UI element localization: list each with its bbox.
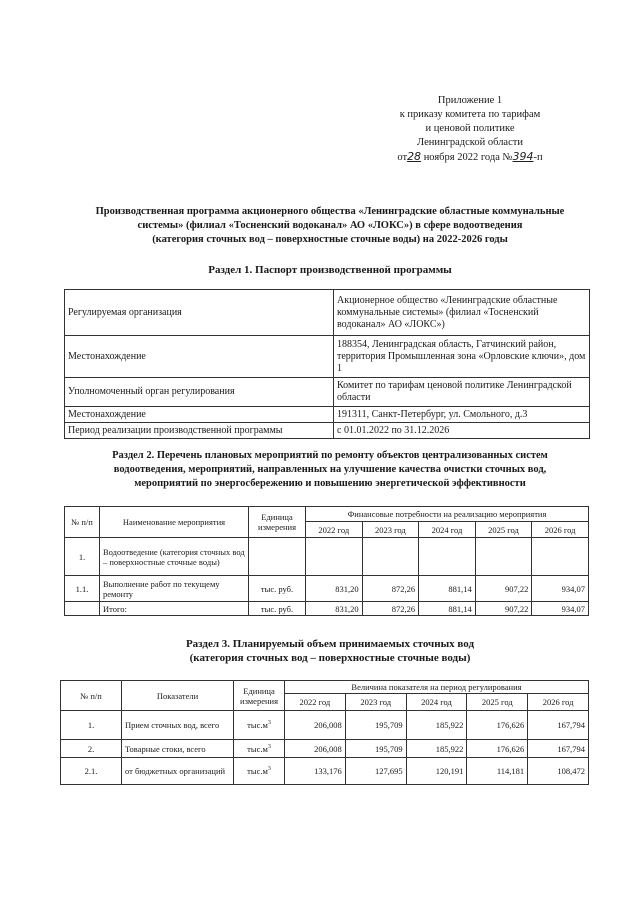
year-header: 2026 год [532,522,589,538]
section2-heading [60,449,600,491]
section2-heading-line2: водоотведения, мероприятий, направленных на улучшение качества очистки сточных вод, [113,464,547,475]
year-header: 2022 год [306,522,363,538]
annex-line4: Ленинградской области [417,137,523,148]
row-num: 1. [65,538,100,576]
value-cell: 907,22 [475,602,532,616]
title-line3: (категория сточных вод – поверхностные сточные воды) на 2022-2026 годы [152,234,508,245]
program-title [60,205,600,247]
row-unit: тыс. руб. [249,576,306,602]
value-cell: 185,922 [406,740,467,758]
value-cell: 934,07 [532,576,589,602]
value-cell: 195,709 [345,711,406,740]
row-num: 1. [61,711,122,740]
table-row [65,290,590,336]
year-header: 2023 год [362,522,419,538]
value-cell: 114,181 [467,758,528,785]
year-header: 2025 год [467,694,528,711]
row-name: Водоотведение (категория сточных вод – поверхностные сточные воды) [100,538,249,576]
col-group-header: Величина показателя на период регулирования [285,681,589,694]
number-suffix: -п [533,152,543,163]
row-name: Товарные стоки, всего [122,740,234,758]
date-middle: ноября 2022 года № [423,152,513,163]
value-cell: 133,176 [285,758,346,785]
value-cell: 195,709 [345,740,406,758]
section3-heading-line1: Раздел 3. Планируемый объем принимаемых сточных вод [185,638,475,650]
row-unit: $тыс.м^3$ [234,740,285,758]
title-line1: Производственная программа акционерного общества «Ленинградские областные коммунальные [95,206,565,217]
row-unit: тыс. руб. [249,602,306,616]
table-row [65,378,590,407]
value-cell: 934,07 [532,602,589,616]
year-header: 2025 год [475,522,532,538]
value-cell: 185,922 [406,711,467,740]
value-cell: 206,008 [285,740,346,758]
table-row [61,711,589,740]
date-prefix: от [397,152,408,163]
table-row [61,758,589,785]
value-cell: 167,794 [528,711,589,740]
table-row [65,602,589,616]
row-unit: $тыс.м^3$ [234,758,285,785]
section2-heading-line3: мероприятий по энергосбережению и повышению энергетической эффективности [134,478,526,489]
col-unit-header: Единица измерения [249,507,306,538]
year-header: 2023 год [345,694,406,711]
section3-heading [60,637,600,665]
value-cell: 881,14 [419,602,476,616]
row-num: 1.1. [65,576,100,602]
table-row [61,740,589,758]
col-group-header: Финансовые потребности на реализацию мероприятия [306,507,589,522]
passport-label: Местонахождение [65,407,334,423]
passport-label: Уполномоченный орган регулирования [65,378,334,407]
row-name: Итого: [100,602,249,616]
passport-value: с 01.01.2022 по 31.12.2026 [334,423,590,439]
row-name: Выполнение работ по текущему ремонту [100,576,249,602]
table-row [65,407,590,423]
section3-heading-line2: (категория сточных вод – поверхностные сточные воды) [189,652,471,664]
value-cell: 831,20 [306,576,363,602]
year-header: 2024 год [406,694,467,711]
row-num: 2. [61,740,122,758]
row-name: от бюджетных организаций [122,758,234,785]
col-name-header: Наименование мероприятия [100,507,249,538]
value-cell: 120,191 [406,758,467,785]
value-cell: 831,20 [306,602,363,616]
table-row [65,336,590,378]
row-unit: $тыс.м^3$ [234,711,285,740]
value-cell: 206,008 [285,711,346,740]
row-num: 2.1. [61,758,122,785]
value-cell: 872,26 [362,602,419,616]
passport-value: 191311, Санкт-Петербург, ул. Смольного, д.3 [334,407,590,423]
passport-table [64,289,590,439]
col-num-header: № п/п [61,681,122,711]
value-cell: 881,14 [419,576,476,602]
section1-heading: Раздел 1. Паспорт производственной программы [208,264,452,276]
table-header-row [61,681,589,694]
table-row [65,423,590,439]
col-name-header: Показатели [122,681,234,711]
year-header: 2022 год [285,694,346,711]
col-num-header: № п/п [65,507,100,538]
title-line2: системы» (филиал «Тосненский водоканал» АО «ЛОКС») в сфере водоотведения [137,220,523,231]
row-name: Прием сточных вод, всего [122,711,234,740]
handwritten-day: 28 [407,150,422,163]
value-cell: 108,472 [528,758,589,785]
value-cell: 167,794 [528,740,589,758]
value-cell: 127,695 [345,758,406,785]
handwritten-number: 394 [512,150,534,163]
annex-line2: к приказу комитета по тарифам [399,109,541,120]
value-cell: 176,626 [467,740,528,758]
table-row [65,576,589,602]
table-row [65,538,589,576]
annex-line3: и ценовой политике [425,123,515,134]
value-cell: 872,26 [362,576,419,602]
passport-label: Местонахождение [65,336,334,378]
row-num [65,602,100,616]
annex-block [360,94,580,165]
col-unit-header: Единица измерения [234,681,285,711]
passport-value: Комитет по тарифам ценовой политике Ленинградской области [334,378,590,407]
passport-label: Период реализации производственной программы [65,423,334,439]
value-cell: 176,626 [467,711,528,740]
passport-label: Регулируемая организация [65,290,334,336]
value-cell: 907,22 [475,576,532,602]
passport-value: 188354, Ленинградская область, Гатчинский район, территория Промышленная зона «Орловские ключи», дом 1 [334,336,590,378]
measures-table [64,506,589,616]
annex-line1: Приложение 1 [437,95,503,106]
volume-table [60,680,589,785]
passport-value: Акционерное общество «Ленинградские областные коммунальные системы» (филиал «Тосненский водоканал» АО «ЛОКС») [334,290,590,336]
year-header: 2026 год [528,694,589,711]
section2-heading-line1: Раздел 2. Перечень плановых мероприятий по ремонту объектов централизованных систем [112,450,548,461]
year-header: 2024 год [419,522,476,538]
table-header-row [65,507,589,522]
annex-date-line [360,150,580,165]
